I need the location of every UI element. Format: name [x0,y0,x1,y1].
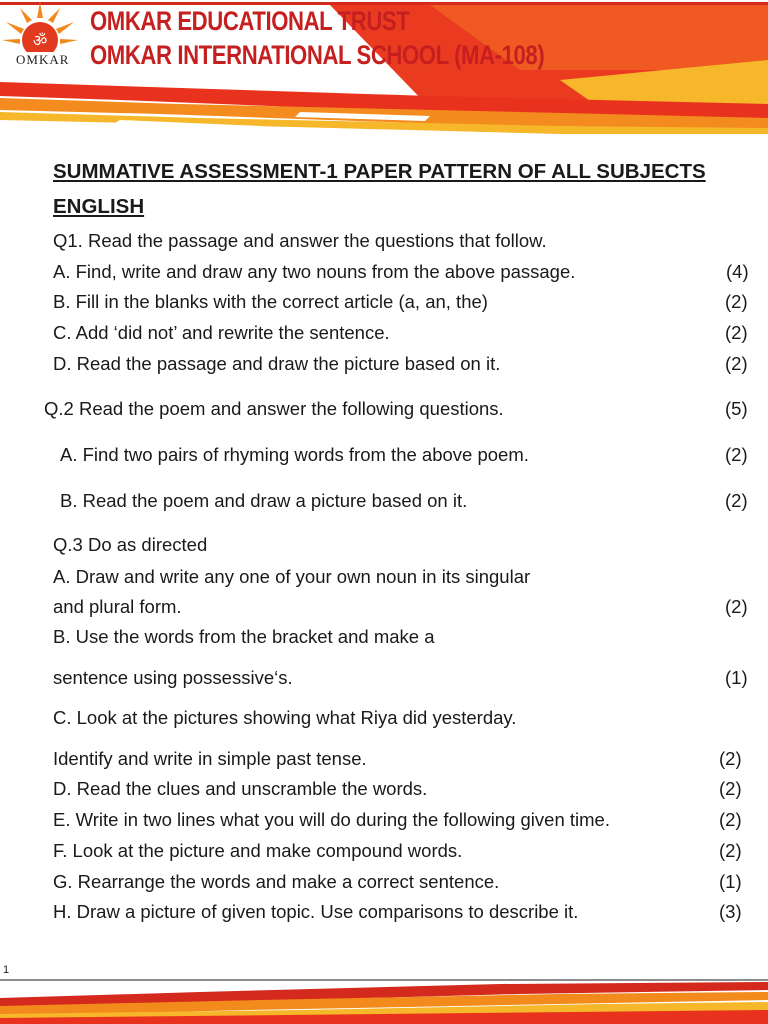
marks-value: (2) [725,490,748,511]
question-line: Q.2 Read the poem and answer the following questions. [44,398,504,419]
marks-value: (2) [719,840,742,861]
marks-value: (2) [725,596,748,617]
marks-value: (4) [726,261,749,282]
question-line: H. Draw a picture of given topic. Use comparisons to describe it. [53,901,579,922]
school-name: OMKAR INTERNATIONAL SCHOOL (MA-108) [90,40,545,70]
question-line: Q1. Read the passage and answer the questions that follow. [53,230,547,251]
marks-value: (2) [725,291,748,312]
subject-heading: ENGLISH [53,195,145,218]
marks-value: (2) [719,748,742,769]
logo-wordmark: OMKAR [16,52,70,67]
question-line: B. Read the poem and draw a picture based on it. [60,490,468,511]
marks-value: (1) [725,667,748,688]
question-line: B. Use the words from the bracket and make a [53,626,435,647]
question-line: B. Fill in the blanks with the correct article (a, an, the) [53,291,488,312]
marks-value: (2) [719,778,742,799]
letterhead [0,0,768,135]
question-line: F. Look at the picture and make compound words. [53,840,463,861]
footer-swoosh-graphic [0,960,768,1024]
question-line: E. Write in two lines what you will do during the following given time. [53,809,610,830]
question-line: sentence using possessive‘s. [53,667,293,688]
question-line: C. Look at the pictures showing what Riya did yesterday. [53,707,517,728]
question-line: G. Rearrange the words and make a correct sentence. [53,871,500,892]
question-line: A. Find, write and draw any two nouns from the above passage. [53,261,576,282]
question-line: D. Read the passage and draw the picture based on it. [53,353,501,374]
marks-value: (2) [725,322,748,343]
svg-text:ॐ: ॐ [32,31,48,50]
question-line: and plural form. [53,596,182,617]
question-line: D. Read the clues and unscramble the words. [53,778,428,799]
question-line: Q.3 Do as directed [53,534,208,555]
question-line: A. Find two pairs of rhyming words from the above poem. [60,444,529,465]
marks-value: (1) [719,871,742,892]
marks-value: (5) [725,398,748,419]
page-title: SUMMATIVE ASSESSMENT-1 PAPER PATTERN OF ALL SUBJECTS [53,160,706,183]
marks-value: (2) [725,444,748,465]
marks-value: (3) [719,901,742,922]
trust-name: OMKAR EDUCATIONAL TRUST [90,6,410,36]
question-line: Identify and write in simple past tense. [53,748,367,769]
question-line: A. Draw and write any one of your own noun in its singular [53,566,531,587]
question-line: C. Add ‘did not’ and rewrite the sentence. [53,322,390,343]
marks-value: (2) [719,809,742,830]
marks-value: (2) [725,353,748,374]
page-number: 1 [3,964,10,976]
